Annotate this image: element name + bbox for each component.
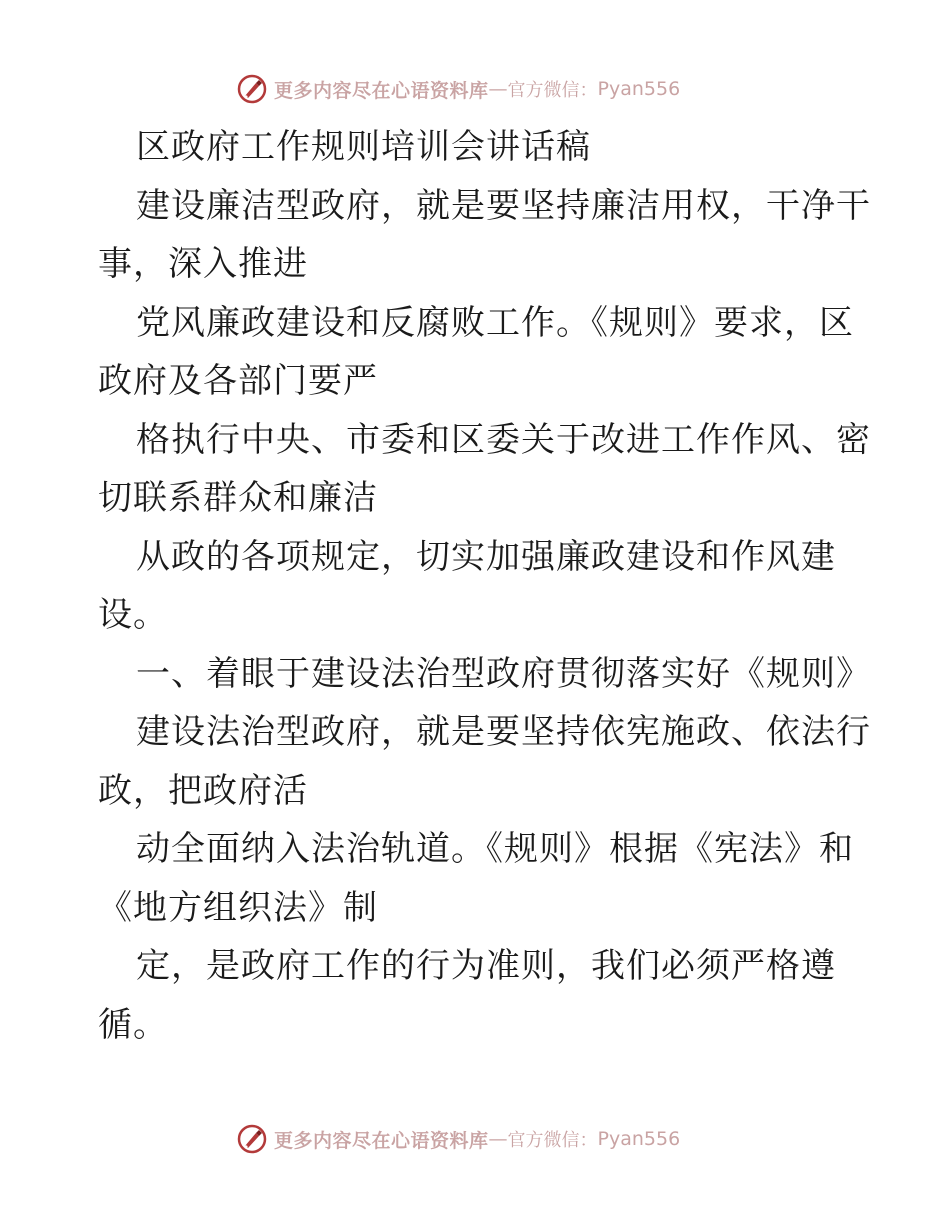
document-body	[98, 118, 871, 1054]
watermark-contact-label: 官方微信：	[507, 80, 598, 101]
footer-watermark	[236, 1122, 680, 1156]
pen-logo-icon	[236, 1123, 268, 1155]
watermark-contact-label: 官方微信：	[507, 1130, 598, 1151]
watermark-text: 更多内容尽在心语资料库	[274, 1129, 489, 1152]
text-line: 动全面纳入法治轨道。《规则》根据《宪法》和	[136, 829, 854, 869]
header-watermark	[236, 72, 680, 106]
text-line: 格执行中央、市委和区委关于改进工作作风、密	[136, 419, 871, 460]
text-line: 从政的各项规定，切实加强廉政建设和作风建	[136, 536, 836, 577]
text-line: 政府及各部门要严	[98, 361, 378, 401]
text-line: 建设廉洁型政府，就是要坚持廉洁用权，干净干	[136, 185, 871, 226]
pen-logo-icon	[236, 73, 268, 105]
text-line: 政，把政府活	[98, 770, 308, 811]
section-heading: 一、着眼于建设法治型政府贯彻落实好《规则》	[136, 653, 871, 694]
text-line: 循。	[98, 1004, 168, 1045]
text-line: 建设法治型政府，就是要坚持依宪施政、依法行	[136, 712, 871, 752]
watermark-handle: Pyan556	[597, 1128, 681, 1150]
document-title: 区政府工作规则培训会讲话稿	[136, 127, 591, 167]
watermark-separator: —	[488, 78, 508, 100]
text-line: 《地方组织法》制	[98, 887, 378, 928]
text-line: 切联系群众和廉洁	[98, 478, 378, 518]
text-line: 定，是政府工作的行为准则，我们必须严格遵	[136, 946, 836, 986]
watermark-text: 更多内容尽在心语资料库	[274, 79, 489, 102]
text-line: 事，深入推进	[98, 244, 308, 284]
watermark-separator: —	[488, 1128, 508, 1150]
text-line: 设。	[98, 595, 168, 635]
watermark-handle: Pyan556	[597, 78, 681, 100]
text-line: 党风廉政建设和反腐败工作。《规则》要求，区	[136, 302, 854, 343]
